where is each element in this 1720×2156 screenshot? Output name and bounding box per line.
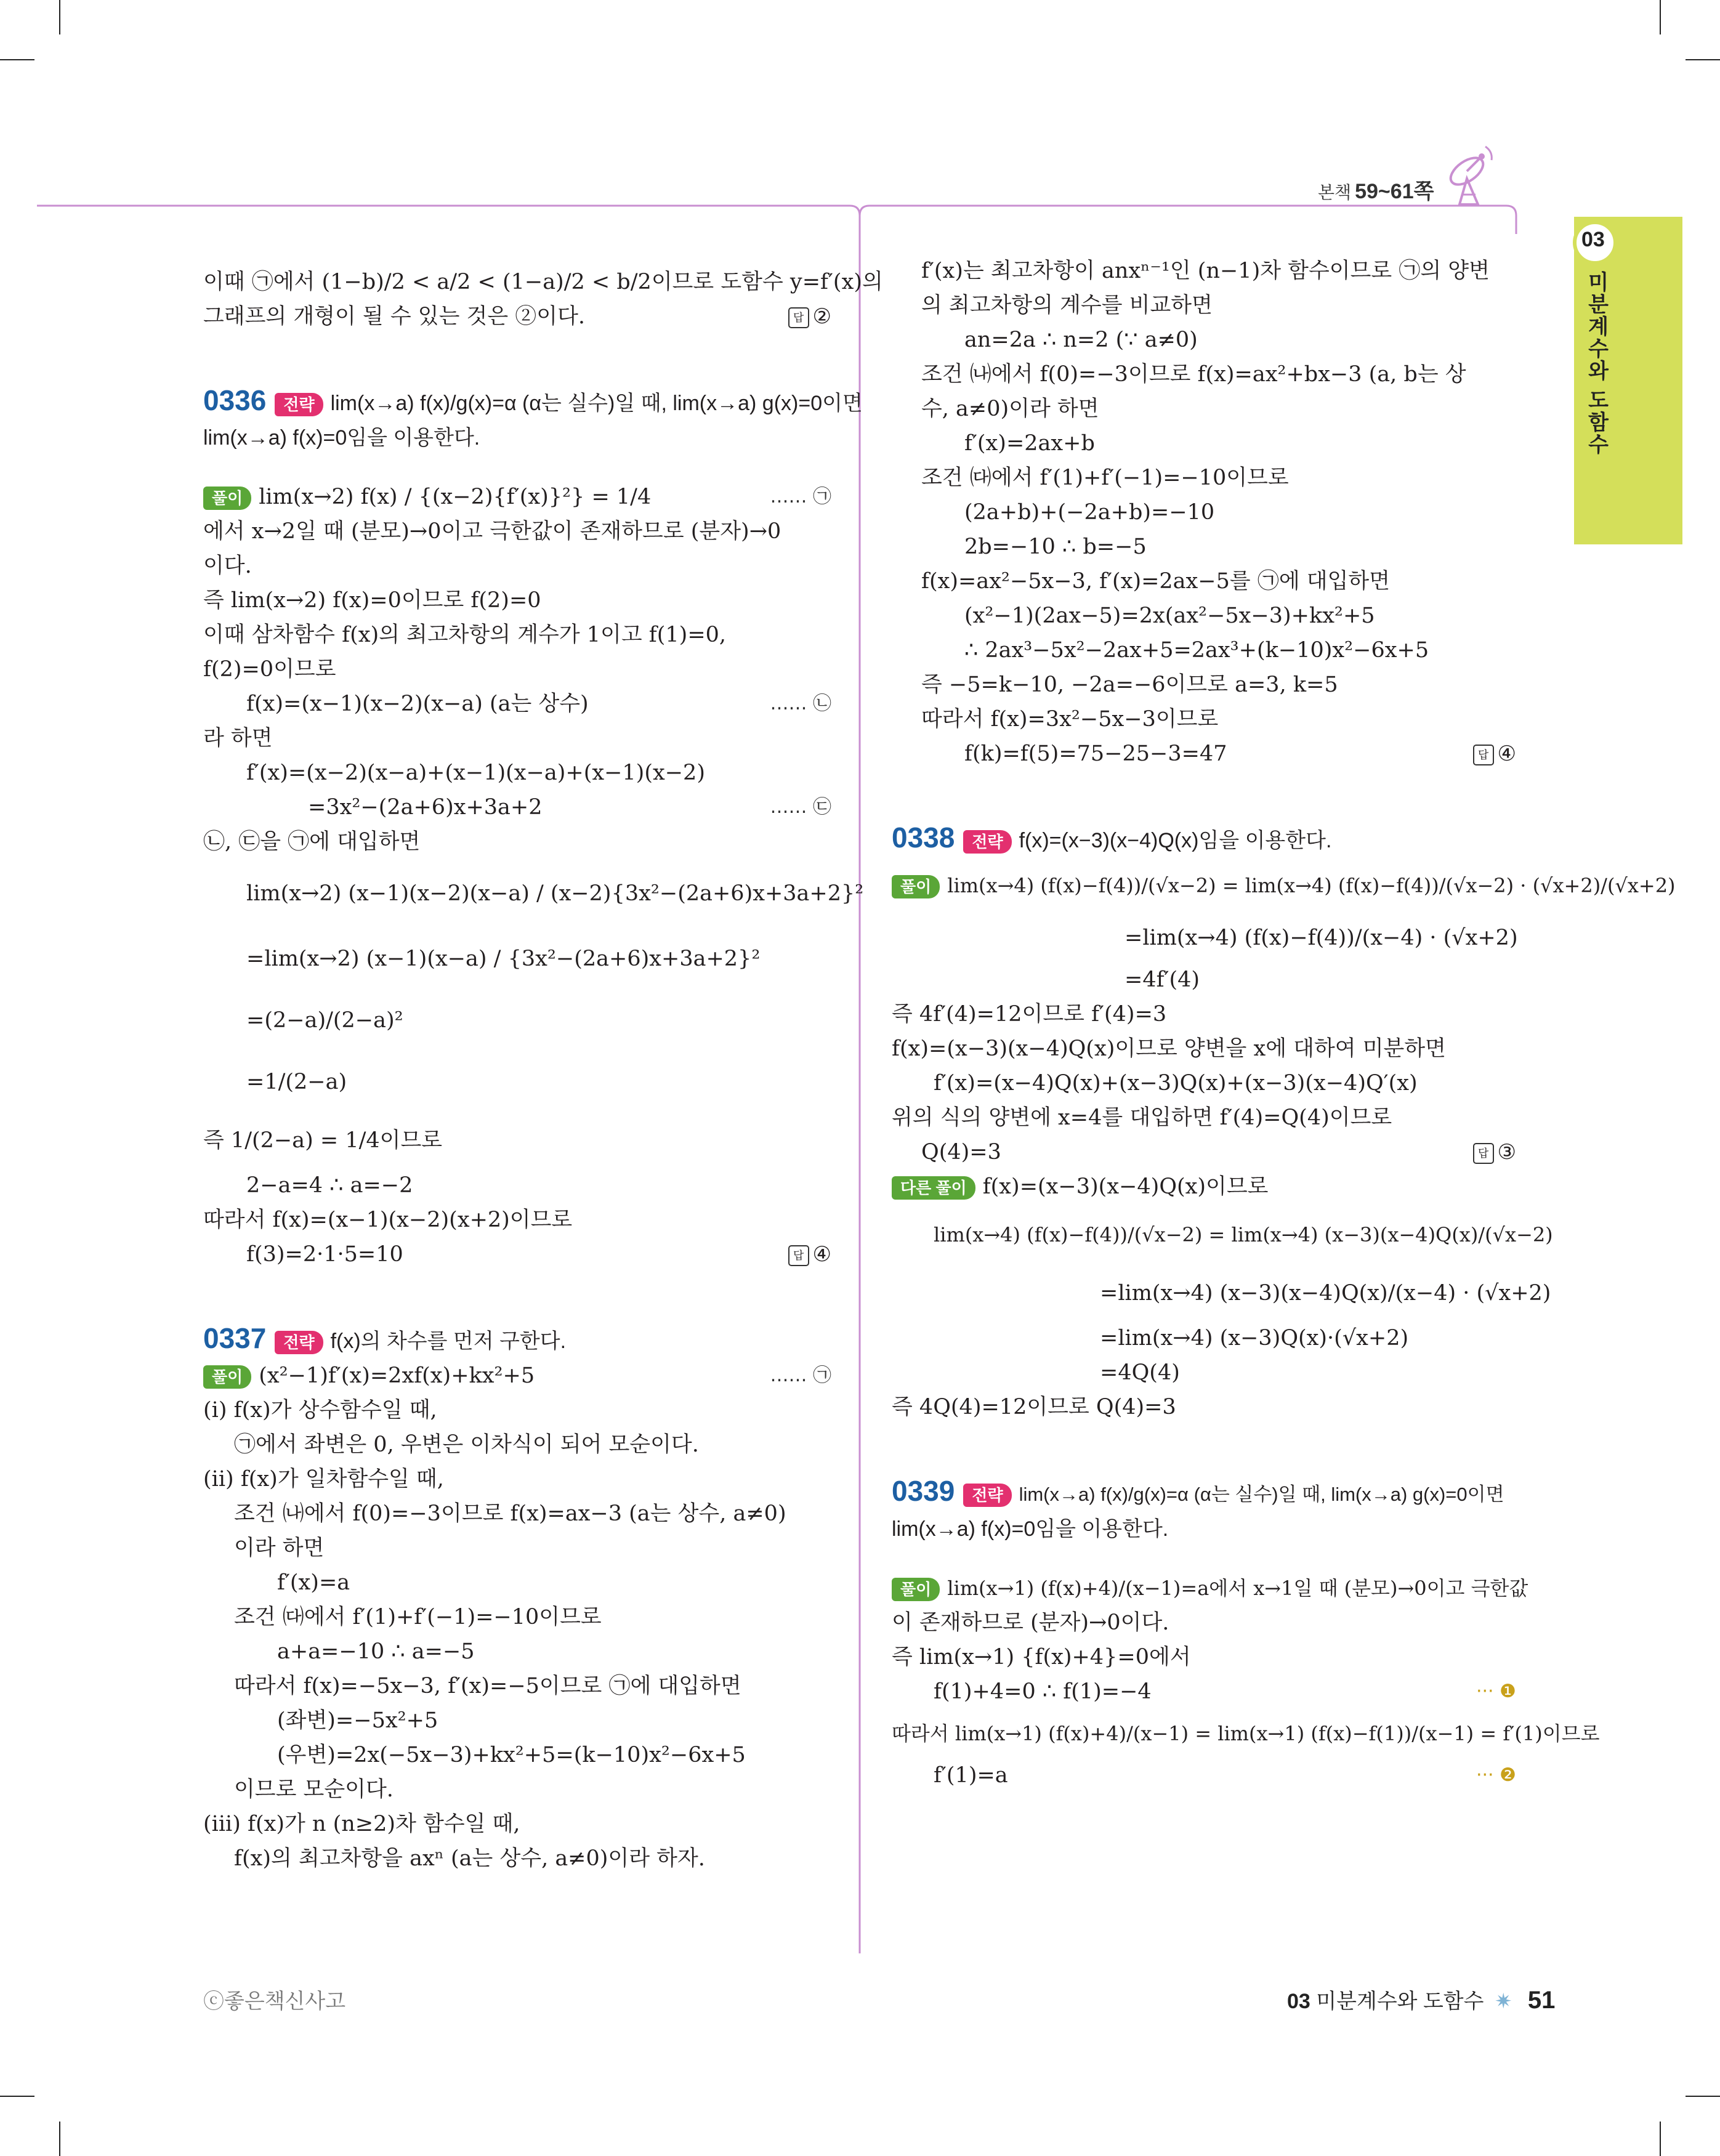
equation-line: f(x)=(x−1)(x−2)(x−a) (a는 상수) …… ㉡ bbox=[203, 687, 831, 721]
strategy-text: f(x)=(x−3)(x−4)Q(x)임을 이용한다. bbox=[1019, 829, 1332, 852]
text-line: 이때 ㉠에서 (1−b)/2 < a/2 < (1−a)/2 < b/2이므로 도함수 y=f′(x)의 bbox=[203, 270, 883, 294]
equation-line: 2−a=4 ∴ a=−2 bbox=[246, 1173, 413, 1198]
text-line: 이라 하면 bbox=[234, 1536, 325, 1560]
answer-badge: 답 ④ bbox=[788, 1237, 831, 1272]
calc-line: =lim(x→4) (x−3)Q(x)·(√x+2) bbox=[1100, 1326, 1409, 1351]
text-line: 이때 삼차함수 f(x)의 최고차항의 계수가 1이고 f(1)=0, bbox=[203, 623, 727, 647]
answer-mark: 답 bbox=[1473, 1143, 1494, 1164]
answer-badge: 답 ④ bbox=[1473, 737, 1516, 771]
text-line: 따라서 f(x)=(x−1)(x−2)(x+2)이므로 bbox=[203, 1208, 573, 1232]
strategy-text: lim(x→a) f(x)/g(x)=α (α는 실수)일 때, lim(x→a) g(x)=0이면 bbox=[330, 392, 863, 415]
calc-line: =(2−a)/(2−a)² bbox=[246, 1008, 403, 1033]
equation-line: f′(x)=2ax+b bbox=[964, 431, 1095, 456]
text-line: f(x)=ax²−5x−3, f′(x)=2ax−5를 ㉠에 대입하면 bbox=[921, 569, 1390, 594]
equation-line: (좌변)=−5x²+5 bbox=[277, 1708, 438, 1733]
text-line: 즉 1/(2−a) = 1/4이므로 bbox=[203, 1128, 443, 1153]
page-number: 51 bbox=[1527, 1987, 1556, 2014]
equation-line: 2b=−10 ∴ b=−5 bbox=[964, 535, 1147, 559]
text-line: f(x)의 최고차항을 axⁿ (a는 상수, a≠0)이라 하자. bbox=[234, 1846, 705, 1871]
strategy-text: lim(x→a) f(x)=0임을 이용한다. bbox=[892, 1517, 1169, 1541]
text-line: f′(x)는 최고차항이 anxⁿ⁻¹인 (n−1)차 함수이므로 ㉠의 양변 bbox=[921, 259, 1490, 283]
strategy-text: f(x)의 차수를 먼저 구한다. bbox=[330, 1330, 567, 1353]
equation-ref: …… ㉠ bbox=[770, 486, 831, 507]
copyright: ⓒ좋은책신사고 bbox=[203, 1990, 346, 2013]
other-solution-first-line: 다른 풀이 f(x)=(x−3)(x−4)Q(x)이므로 bbox=[892, 1169, 1516, 1204]
text-line: 수, a≠0)이라 하면 bbox=[921, 397, 1099, 421]
equation-line: ∴ 2ax³−5x²−2ax+5=2ax³+(k−10)x²−6x+5 bbox=[964, 638, 1429, 663]
equation-line: a+a=−10 ∴ a=−5 bbox=[277, 1639, 475, 1664]
problem-header-0339 bbox=[892, 1474, 1516, 1512]
text-line: 조건 ㈐에서 f′(1)+f′(−1)=−10이므로 bbox=[921, 466, 1289, 490]
solution-first-line: 풀이 (x²−1)f′(x)=2xf(x)+kx²+5 …… ㉠ bbox=[203, 1359, 831, 1393]
equation-line: f′(x)=(x−2)(x−a)+(x−1)(x−a)+(x−1)(x−2) bbox=[246, 761, 705, 785]
equation-line: (2a+b)+(−2a+b)=−10 bbox=[964, 500, 1215, 525]
strategy-tag: 전략 bbox=[963, 1484, 1011, 1507]
equation-ref: …… ㉡ bbox=[770, 693, 831, 714]
solution-first-line: 풀이 lim(x→1) (f(x)+4)/(x−1)=a에서 x→1일 때 (분모)→0이고 극한값 bbox=[892, 1571, 1516, 1605]
page-reference: 본책 59~61쪽 bbox=[1318, 180, 1434, 203]
text-line: f(x)=(x−3)(x−4)Q(x)이므로 양변을 x에 대하여 미분하면 bbox=[892, 1036, 1446, 1061]
solution-tag: 풀이 bbox=[892, 875, 940, 898]
problem-header-0336 bbox=[203, 383, 863, 421]
text-line: 이므로 모순이다. bbox=[234, 1777, 394, 1802]
text-line: 즉 4Q(4)=12이므로 Q(4)=3 bbox=[892, 1395, 1176, 1419]
text-line: 즉 4f′(4)=12이므로 f′(4)=3 bbox=[892, 1002, 1167, 1027]
text-line: 조건 ㈐에서 f′(1)+f′(−1)=−10이므로 bbox=[234, 1605, 602, 1629]
answer-mark: 답 bbox=[788, 1245, 809, 1266]
page-footer bbox=[1287, 1984, 1555, 2014]
equation-line: =3x²−(2a+6)x+3a+2 …… ㉢ bbox=[203, 790, 831, 825]
problem-number: 0337 bbox=[203, 1322, 267, 1354]
text-line: 그래프의 개형이 될 수 있는 것은 ②이다. 답 ② bbox=[203, 299, 831, 334]
calc-line: lim(x→4) (f(x)−f(4))/(√x−2) = lim(x→4) (x−3)(x−4)Q(x)/(√x−2) bbox=[934, 1223, 1553, 1246]
calc-line: lim(x→2) (x−1)(x−2)(x−a) / (x−2){3x²−(2a+6)x+3a+2}² bbox=[246, 881, 864, 906]
step-ref: ··· ❶ bbox=[1476, 1681, 1516, 1702]
text-line: f(2)=0이므로 bbox=[203, 657, 336, 682]
calc-line: =4f′(4) bbox=[1124, 967, 1200, 992]
solution-tag: 풀이 bbox=[203, 487, 251, 510]
text-line: 이다. bbox=[203, 554, 252, 578]
solution-tag: 풀이 bbox=[892, 1578, 940, 1601]
text-line: 따라서 f(x)=3x²−5x−3이므로 bbox=[921, 707, 1219, 732]
equation-ref: …… ㉢ bbox=[770, 796, 831, 818]
text-line: 에서 x→2일 때 (분모)→0이고 극한값이 존재하므로 (분자)→0 bbox=[203, 519, 781, 544]
other-solution-tag: 다른 풀이 bbox=[892, 1176, 975, 1200]
calc-line: =lim(x→4) (x−3)(x−4)Q(x)/(x−4) · (√x+2) bbox=[1100, 1281, 1551, 1306]
strategy-text: lim(x→a) f(x)=0임을 이용한다. bbox=[203, 426, 480, 450]
text-line: ㉡, ㉢을 ㉠에 대입하면 bbox=[203, 830, 421, 854]
text-line: 따라서 lim(x→1) (f(x)+4)/(x−1) = lim(x→1) (f(x)−f(1))/(x−1) = f′(1)이므로 bbox=[892, 1722, 1600, 1745]
equation-line: f′(1)=a ··· ❷ bbox=[921, 1758, 1516, 1793]
equation-line: Q(4)=3 답 ③ bbox=[921, 1135, 1516, 1169]
crop-mark bbox=[1686, 2096, 1720, 2097]
equation-line: f′(x)=a bbox=[277, 1570, 350, 1595]
problem-number: 0336 bbox=[203, 384, 267, 416]
text-line: 즉 lim(x→1) {f(x)+4}=0에서 bbox=[892, 1645, 1191, 1669]
satellite-dish-icon bbox=[1442, 140, 1498, 208]
solution-first-line: 풀이 lim(x→2) f(x) / {(x−2){f′(x)}²} = 1/4 …… ㉠ bbox=[203, 480, 831, 514]
problem-header-0338 bbox=[892, 820, 1516, 858]
chapter-title: 미분계수와 도함수 bbox=[1585, 271, 1608, 456]
chapter-number: 03 bbox=[1581, 228, 1605, 251]
star-icon: ✷ bbox=[1494, 1990, 1512, 2013]
strategy-tag: 전략 bbox=[275, 393, 323, 416]
equation-line: f′(x)=(x−4)Q(x)+(x−3)Q(x)+(x−3)(x−4)Q′(x) bbox=[934, 1071, 1418, 1096]
crop-mark bbox=[1660, 0, 1661, 34]
text-line: 따라서 f(x)=−5x−3, f′(x)=−5이므로 ㉠에 대입하면 bbox=[234, 1674, 741, 1698]
text-line: 위의 식의 양변에 x=4를 대입하면 f′(4)=Q(4)이므로 bbox=[892, 1105, 1392, 1130]
text-line: ㉠에서 좌변은 0, 우변은 이차식이 되어 모순이다. bbox=[234, 1432, 699, 1457]
text-line: 조건 ㈏에서 f(0)=−3이므로 f(x)=ax²+bx−3 (a, b는 상 bbox=[921, 362, 1466, 387]
equation-line: f(3)=2·1·5=10 답 ④ bbox=[203, 1237, 831, 1272]
calc-line: =4Q(4) bbox=[1100, 1360, 1180, 1385]
answer-badge: 답 ② bbox=[788, 299, 831, 334]
solution-first-line: 풀이 lim(x→4) (f(x)−f(4))/(√x−2) = lim(x→4) (f(x)−f(4))/(√x−2) · (√x+2)/(√x+2) bbox=[892, 858, 1516, 913]
crop-mark bbox=[0, 59, 34, 60]
text-line: 이 존재하므로 (분자)→0이다. bbox=[892, 1610, 1169, 1635]
text-line: (i) f(x)가 상수함수일 때, bbox=[203, 1398, 437, 1423]
text-line: 조건 ㈏에서 f(0)=−3이므로 f(x)=ax−3 (a는 상수, a≠0) bbox=[234, 1501, 786, 1526]
crop-mark bbox=[59, 2122, 60, 2156]
strategy-tag: 전략 bbox=[275, 1331, 323, 1354]
answer-badge: 답 ③ bbox=[1473, 1135, 1516, 1169]
problem-number: 0339 bbox=[892, 1475, 955, 1507]
equation-line: (우변)=2x(−5x−3)+kx²+5=(k−10)x²−6x+5 bbox=[277, 1743, 746, 1767]
equation-line: f(k)=f(5)=75−25−3=47 답 ④ bbox=[921, 737, 1516, 771]
left-column bbox=[203, 265, 883, 1876]
crop-mark bbox=[59, 0, 60, 34]
chapter-title: 미분계수와 도함수 bbox=[1316, 1990, 1484, 2013]
strategy-tag: 전략 bbox=[963, 830, 1011, 854]
text-line: (ii) f(x)가 일차함수일 때, bbox=[203, 1467, 444, 1492]
crop-mark bbox=[0, 2096, 34, 2097]
crop-mark bbox=[1686, 59, 1720, 60]
chapter-number: 03 bbox=[1287, 1990, 1310, 2013]
text-line: 의 최고차항의 계수를 비교하면 bbox=[921, 293, 1213, 318]
crop-mark bbox=[1660, 2122, 1661, 2156]
text-line: (iii) f(x)가 n (n≥2)차 함수일 때, bbox=[203, 1812, 520, 1836]
equation-ref: …… ㉠ bbox=[770, 1365, 831, 1386]
text-line: 즉 lim(x→2) f(x)=0이므로 f(2)=0 bbox=[203, 588, 541, 613]
problem-number: 0338 bbox=[892, 822, 955, 854]
calc-line: =1/(2−a) bbox=[246, 1070, 347, 1094]
strategy-text: lim(x→a) f(x)/g(x)=α (α는 실수)일 때, lim(x→a) g(x)=0이면 bbox=[1019, 1484, 1504, 1505]
answer-mark: 답 bbox=[788, 307, 809, 328]
text-line: 라 하면 bbox=[203, 726, 273, 751]
answer-mark: 답 bbox=[1473, 745, 1494, 765]
step-ref: ··· ❷ bbox=[1476, 1764, 1516, 1786]
equation-line: f(1)+4=0 ∴ f(1)=−4 ··· ❶ bbox=[921, 1674, 1516, 1709]
equation-line: an=2a ∴ n=2 (∵ a≠0) bbox=[964, 328, 1198, 352]
solution-tag: 풀이 bbox=[203, 1365, 251, 1389]
text-line: 즉 −5=k−10, −2a=−6이므로 a=3, k=5 bbox=[921, 672, 1338, 697]
problem-header-0337 bbox=[203, 1321, 831, 1359]
calc-line: =lim(x→2) (x−1)(x−a) / {3x²−(2a+6)x+3a+2}² bbox=[246, 947, 761, 971]
calc-line: =lim(x→4) (f(x)−f(4))/(x−4) · (√x+2) bbox=[1124, 926, 1518, 950]
equation-line: (x²−1)(2ax−5)=2x(ax²−5x−3)+kx²+5 bbox=[964, 604, 1375, 628]
